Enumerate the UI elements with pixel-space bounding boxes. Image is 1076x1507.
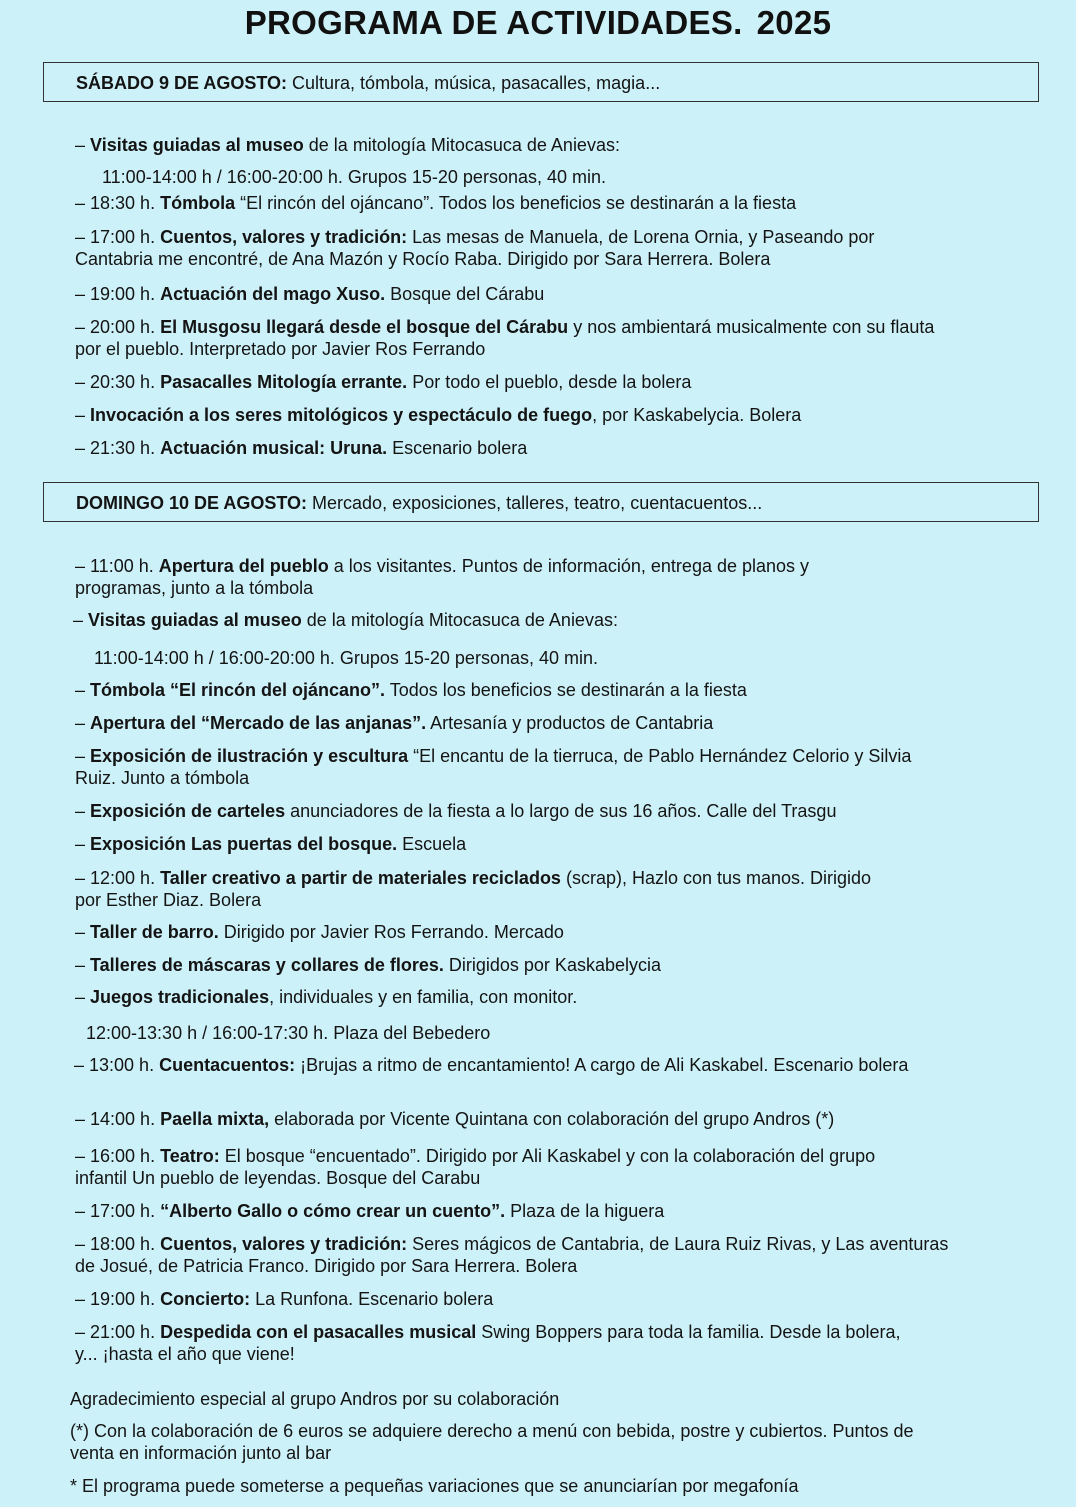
- sun-item: – Taller de barro. Dirigido por Javier Ros Ferrando. Mercado: [75, 922, 564, 942]
- sat-item: – 17:00 h. Cuentos, valores y tradición: Las mesas de Manuela, de Lorena Ornia, y Paseando por Cantabria me encontré, de Ana Mazón y Rocío Raba. Dirigido por Sara Herrera. Bolera: [75, 227, 875, 269]
- sat-item: – 19:00 h. Actuación del mago Xuso. Bosque del Cárabu: [75, 284, 545, 304]
- sat-item: – 20:30 h. Pasacalles Mitología errante. Por todo el pueblo, desde la bolera: [75, 372, 692, 392]
- sun-item: – 11:00 h. Apertura del pueblo a los visitantes. Puntos de información, entrega de planos y programas, junto a la tómbola: [75, 556, 810, 598]
- sun-item: – 17:00 h. “Alberto Gallo o cómo crear un cuento”. Plaza de la higuera: [75, 1201, 665, 1221]
- sat-item: – 20:00 h. El Musgosu llegará desde el bosque del Cárabu y nos ambientará musicalmente con su flauta por el pueblo. Interpretado por Javier Ros Ferrando: [75, 317, 935, 359]
- sun-item: – Apertura del “Mercado de las anjanas”. Artesanía y productos de Cantabria: [75, 713, 714, 733]
- sat-item: – 21:30 h. Actuación musical: Uruna. Escenario bolera: [75, 438, 528, 458]
- sunday-heading: DOMINGO 10 DE AGOSTO:: [76, 493, 308, 513]
- sunday-summary: Mercado, exposiciones, talleres, teatro, cuentacuentos...: [307, 493, 763, 513]
- sunday-header: [43, 482, 1039, 522]
- sun-item: – 14:00 h. Paella mixta, elaborada por Vicente Quintana con colaboración del grupo Andros (*): [75, 1109, 835, 1129]
- sat-item: – Visitas guiadas al museo de la mitología Mitocasuca de Anievas:: [75, 135, 620, 155]
- sat-item: – Invocación a los seres mitológicos y espectáculo de fuego, por Kaskabelycia. Bolera: [75, 405, 802, 425]
- sun-item: – 13:00 h. Cuentacuentos: ¡Brujas a ritmo de encantamiento! A cargo de Ali Kaskabel. Escenario bolera: [74, 1055, 909, 1075]
- sun-item: – Exposición de carteles anunciadores de la fiesta a lo largo de sus 16 años. Calle del Trasgu: [75, 801, 837, 821]
- saturday-summary: Cultura, tómbola, música, pasacalles, magia...: [287, 73, 661, 93]
- sun-item: – Tómbola “El rincón del ojáncano”. Todos los beneficios se destinarán a la fiesta: [75, 680, 747, 700]
- sun-item: – Exposición Las puertas del bosque. Escuela: [75, 834, 467, 854]
- sun-item: – 19:00 h. Concierto: La Runfona. Escenario bolera: [75, 1289, 494, 1309]
- sun-item: 11:00-14:00 h / 16:00-20:00 h. Grupos 15-20 personas, 40 min.: [94, 648, 598, 668]
- saturday-header: [43, 62, 1039, 102]
- saturday-heading: SÁBADO 9 DE AGOSTO:: [76, 73, 288, 93]
- sun-item: 12:00-13:30 h / 16:00-17:30 h. Plaza del Bebedero: [86, 1023, 491, 1043]
- sun-item: – Exposición de ilustración y escultura “El encantu de la tierruca, de Pablo Hernández Celorio y Silvia Ruiz. Junto a tómbola: [75, 746, 912, 788]
- menu-note: (*) Con la colaboración de 6 euros se adquiere derecho a menú con bebida, postre y cubiertos. Puntos de venta en información junto al bar: [70, 1421, 914, 1463]
- sat-item: 11:00-14:00 h / 16:00-20:00 h. Grupos 15-20 personas, 40 min.: [102, 167, 606, 187]
- sun-item: – 18:00 h. Cuentos, valores y tradición: Seres mágicos de Cantabria, de Laura Ruiz Rivas, y Las aventuras de Josué, de Patricia Franco. Dirigido por Sara Herrera. Bolera: [75, 1234, 949, 1276]
- page-title: PROGRAMA DE ACTIVIDADES. 2025: [244, 4, 832, 41]
- thanks-note: Agradecimiento especial al grupo Andros por su colaboración: [70, 1389, 560, 1409]
- sun-item: – 21:00 h. Despedida con el pasacalles musical Swing Boppers para toda la familia. Desde la bolera, y... ¡hasta el año que viene!: [75, 1322, 901, 1364]
- sat-item: – 18:30 h. Tómbola “El rincón del ojáncano”. Todos los beneficios se destinarán a la fiesta: [75, 193, 797, 213]
- sun-item: – Talleres de máscaras y collares de flores. Dirigidos por Kaskabelycia: [75, 955, 661, 975]
- sun-item: – 16:00 h. Teatro: El bosque “encuentado”. Dirigido por Ali Kaskabel y con la colaboración del grupo infantil Un pueblo de leyendas. Bosque del Carabu: [75, 1146, 876, 1188]
- sun-item: – 12:00 h. Taller creativo a partir de materiales reciclados (scrap), Hazlo con tus manos. Dirigido por Esther Diaz. Bolera: [75, 868, 872, 910]
- sun-item: – Juegos tradicionales, individuales y en familia, con monitor.: [75, 987, 578, 1007]
- disclaimer: * El programa puede someterse a pequeñas variaciones que se anunciarían por megafonía: [70, 1476, 799, 1496]
- sun-item: – Visitas guiadas al museo de la mitología Mitocasuca de Anievas:: [73, 610, 618, 630]
